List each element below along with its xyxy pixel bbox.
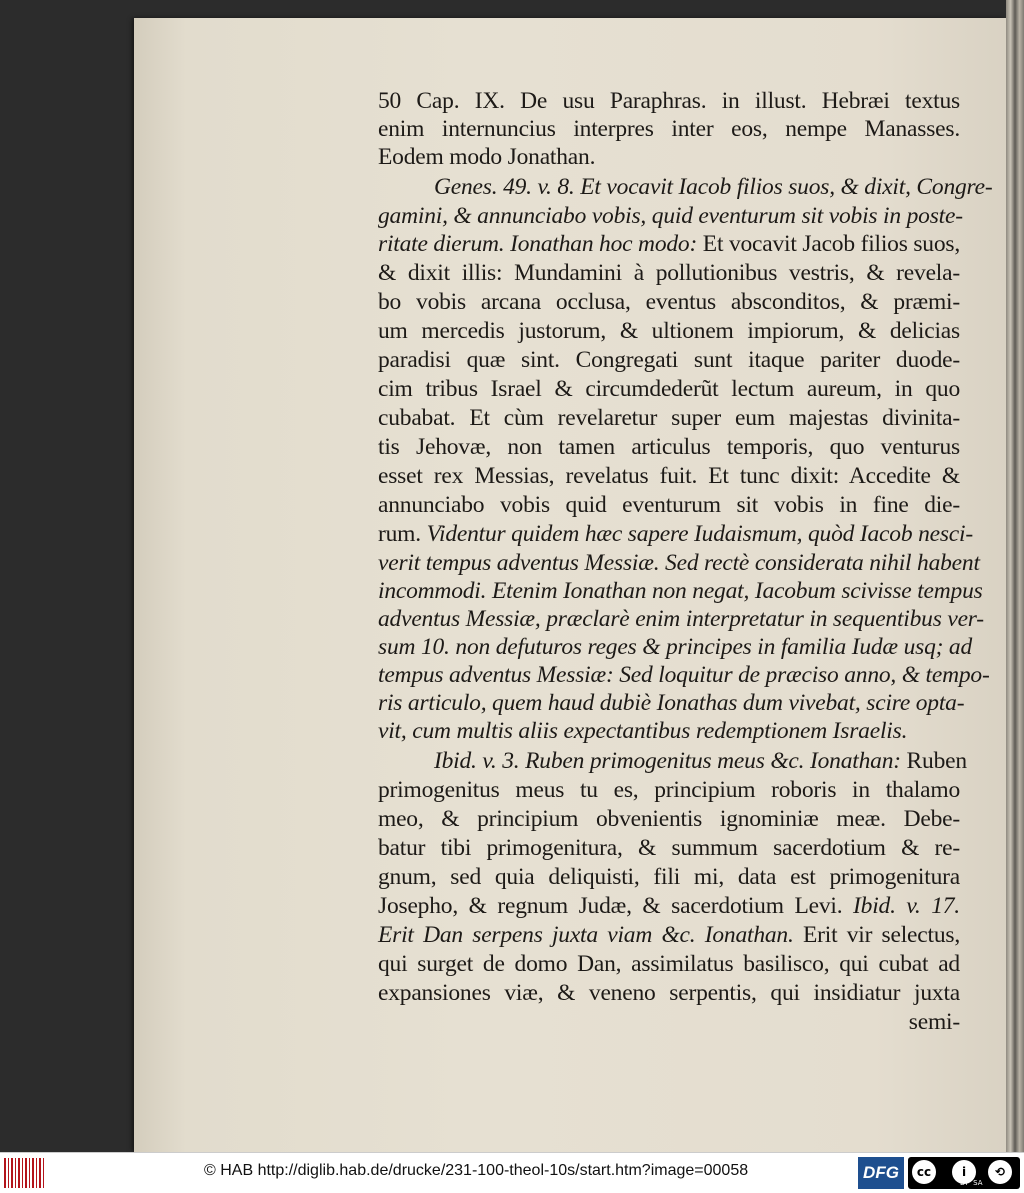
text-line: enim internuncius interpres inter eos, nempe Manasses.: [378, 116, 960, 142]
text-line: [378, 920, 960, 950]
commentary-line: sum 10. non defuturos reges & principes in familia Iudæ usq; ad: [378, 634, 973, 660]
book-gutter-edge: [1006, 0, 1024, 1152]
text-line: expansiones viæ, & veneno serpentis, qui insidiatur juxta: [378, 980, 960, 1006]
commentary-line: verit tempus adventus Messiæ. Sed rectè considerata nihil habent: [378, 550, 980, 576]
text-line: esset rex Messias, revelatus fuit. Et tunc dixit: Accedite &: [378, 463, 960, 489]
ibid-citation: Ibid. v. 3. Ruben primogenitus meus &c. Ionathan:: [434, 748, 901, 774]
text-line: bo vobis arcana occlusa, eventus absconditos, & præmi-: [378, 289, 960, 315]
text-line: meo, & principium obvenientis ignominiæ meæ. Debe-: [378, 806, 960, 832]
text-line: [378, 229, 960, 259]
text-line: Eodem modo Jonathan.: [378, 144, 596, 170]
text-segment: Josepho, & regnum Judæ, & sacerdotium Levi.: [378, 893, 854, 919]
text-line: paradisi quæ sint. Congregati sunt itaque pariter duode-: [378, 347, 960, 373]
text-line: gnum, sed quia deliquisti, fili mi, data est primogenitura: [378, 864, 960, 890]
paraphrase-dan: Erit vir selectus,: [793, 922, 961, 948]
text-line: & dixit illis: Mundamini à pollutionibus vestris, & revela-: [378, 260, 960, 286]
library-barcode-logo: [4, 1158, 46, 1188]
copyright-link[interactable]: © HAB http://diglib.hab.de/drucke/231-100-theol-10s/start.htm?image=00058: [204, 1162, 749, 1179]
word-rum: rum.: [378, 521, 427, 547]
text-line: cim tribus Israel & circumdederũt lectum aureum, in quo: [378, 376, 960, 402]
commentary-line: incommodi. Etenim Ionathan non negat, Iacobum scivisse tempus: [378, 578, 983, 604]
paraphrase-start: Et vocavit Jacob filios suos,: [697, 231, 961, 257]
commentary-line: ris articulo, quem haud dubiè Ionathas dum vivebat, scire opta-: [378, 690, 965, 716]
dan-citation: Erit Dan serpens juxta viam &c. Ionathan.: [378, 922, 794, 948]
text-line: [378, 746, 967, 776]
catchword: semi-: [908, 1009, 960, 1035]
commentary-line: vit, cum multis aliis expectantibus redemptionem Israelis.: [378, 718, 908, 744]
text-line: primogenitus meus tu es, principium roboris in thalamo: [378, 777, 960, 803]
scripture-citation: gamini, & annunciabo vobis, quid eventurum sit vobis in poste-: [378, 203, 963, 229]
commentary-line: tempus adventus Messiæ: Sed loquitur de præciso anno, & tempo-: [378, 662, 990, 688]
footer-bar: [0, 1152, 1024, 1193]
commentary-line: adventus Messiæ, præclarè enim interpretatur in sequentibus ver-: [378, 606, 984, 632]
share-alike-icon: ⟲: [988, 1160, 1012, 1184]
text-line: tis Jehovæ, non tamen articulus temporis, quo venturus: [378, 434, 960, 460]
text-line: annunciabo vobis quid eventurum sit vobis in fine die-: [378, 492, 960, 518]
attribution-icon: i: [952, 1160, 976, 1184]
ibid-citation: Ibid. v. 17.: [853, 893, 960, 919]
citation-end: ritate dierum. Ionathan hoc modo:: [378, 231, 698, 257]
text-line: [378, 519, 973, 549]
paraphrase-ruben: Ruben: [900, 748, 967, 774]
text-line: [378, 891, 960, 921]
text-line: cubabat. Et cùm revelaretur super eum majestas divinita-: [378, 405, 960, 431]
text-line: qui surget de domo Dan, assimilatus basilisco, qui cubat ad: [378, 951, 960, 977]
commentary-start: Videntur quidem hæc sapere Iudaismum, quòd Iacob nesci-: [426, 521, 973, 547]
text-line: um mercedis justorum, & ultionem impiorum, & delicias: [378, 318, 960, 344]
license-abbrev: BY SA: [960, 1179, 983, 1187]
text-line: batur tibi primogenitura, & summum sacerdotium & re-: [378, 835, 960, 861]
running-header: 50 Cap. IX. De usu Paraphras. in illust. Hebræi textus: [378, 88, 960, 114]
dfg-logo[interactable]: DFG: [858, 1157, 904, 1189]
scripture-citation: Genes. 49. v. 8. Et vocavit Iacob filios suos, & dixit, Congre-: [434, 174, 993, 200]
creative-commons-badge[interactable]: [908, 1157, 1020, 1189]
cc-icon: cc: [912, 1160, 936, 1184]
